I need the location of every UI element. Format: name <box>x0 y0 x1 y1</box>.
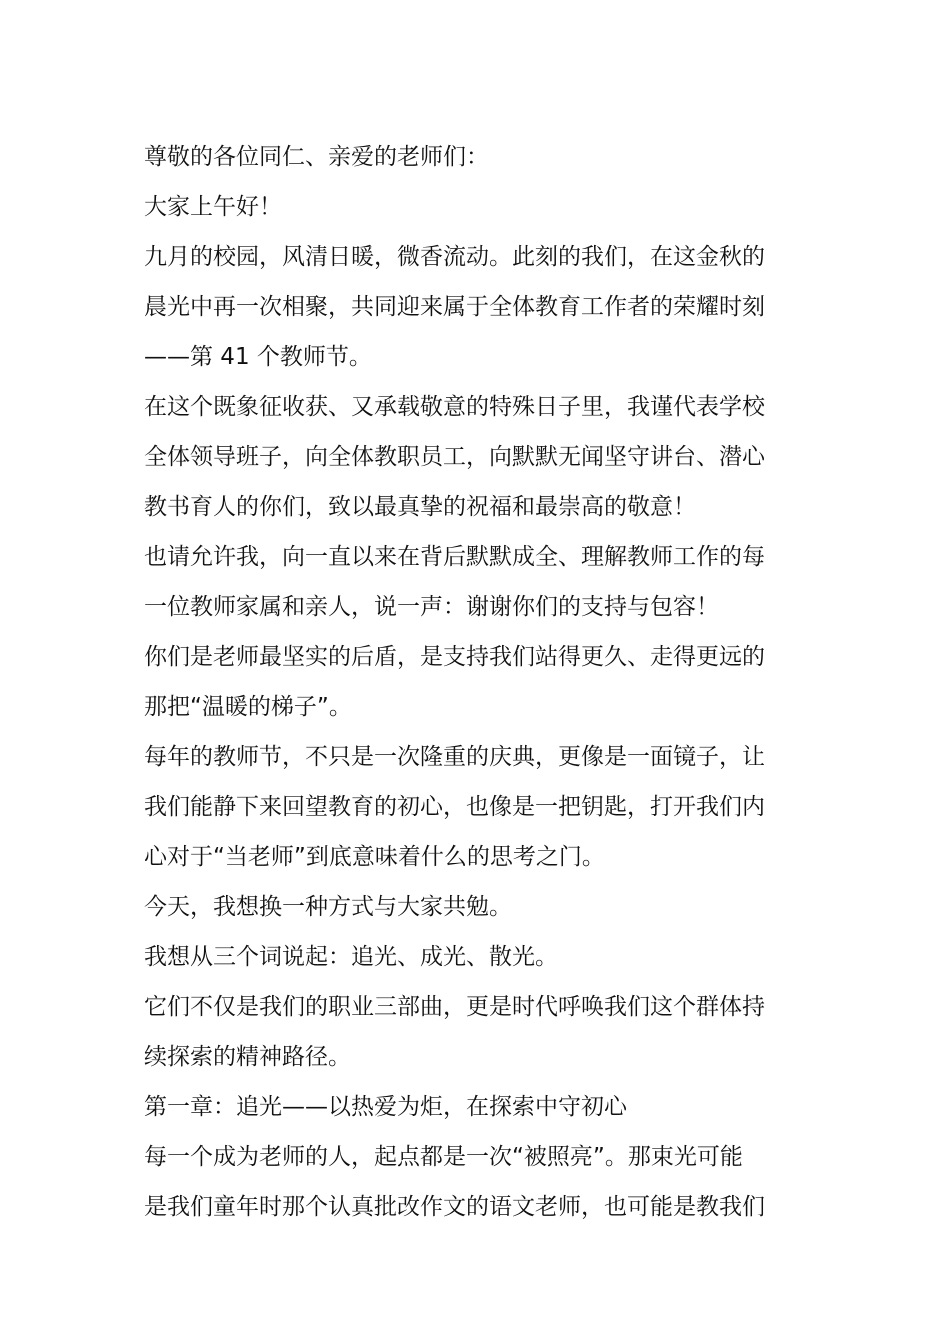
text-line: 全体领导班子，向全体教职员工，向默默无闻坚守讲台、潜心 <box>144 444 765 470</box>
text-line: 心对于“当老师”到底意味着什么的思考之门。 <box>144 844 605 870</box>
text-line: 它们不仅是我们的职业三部曲，更是时代呼唤我们这个群体持 <box>144 994 765 1020</box>
chapter-heading: 第一章：追光——以热爱为炬，在探索中守初心 <box>144 1094 627 1120</box>
text-line: 续探索的精神路径。 <box>144 1044 351 1070</box>
text-line: 九月的校园，风清日暖，微香流动。此刻的我们，在这金秋的 <box>144 244 765 270</box>
speech-text <box>144 132 808 1232</box>
text-line: 我们能静下来回望教育的初心，也像是一把钥匙，打开我们内 <box>144 794 765 820</box>
text-line: 我想从三个词说起：追光、成光、散光。 <box>144 944 558 970</box>
text-line: 一位教师家属和亲人，说一声：谢谢你们的支持与包容！ <box>144 594 719 620</box>
text-line: 也请允许我，向一直以来在背后默默成全、理解教师工作的每 <box>144 544 765 570</box>
salutation-line: 尊敬的各位同仁、亲爱的老师们： <box>144 144 489 170</box>
text-line: 是我们童年时那个认真批改作文的语文老师，也可能是教我们 <box>144 1194 765 1220</box>
text-line: 教书育人的你们，致以最真挚的祝福和最崇高的敬意！ <box>144 494 696 520</box>
text-line: 你们是老师最坚实的后盾，是支持我们站得更久、走得更远的 <box>144 644 765 670</box>
text-line: 那把“温暖的梯子”。 <box>144 694 352 720</box>
text-line: ——第 41 个教师节。 <box>144 344 372 370</box>
text-line: 今天，我想换一种方式与大家共勉。 <box>144 894 512 920</box>
greeting-line: 大家上午好！ <box>144 194 282 220</box>
text-line: 晨光中再一次相聚，共同迎来属于全体教育工作者的荣耀时刻 <box>144 294 765 320</box>
text-line: 每一个成为老师的人，起点都是一次“被照亮”。那束光可能 <box>144 1144 743 1170</box>
text-line: 每年的教师节，不只是一次隆重的庆典，更像是一面镜子，让 <box>144 744 765 770</box>
text-line: 在这个既象征收获、又承载敬意的特殊日子里，我谨代表学校 <box>144 394 765 420</box>
